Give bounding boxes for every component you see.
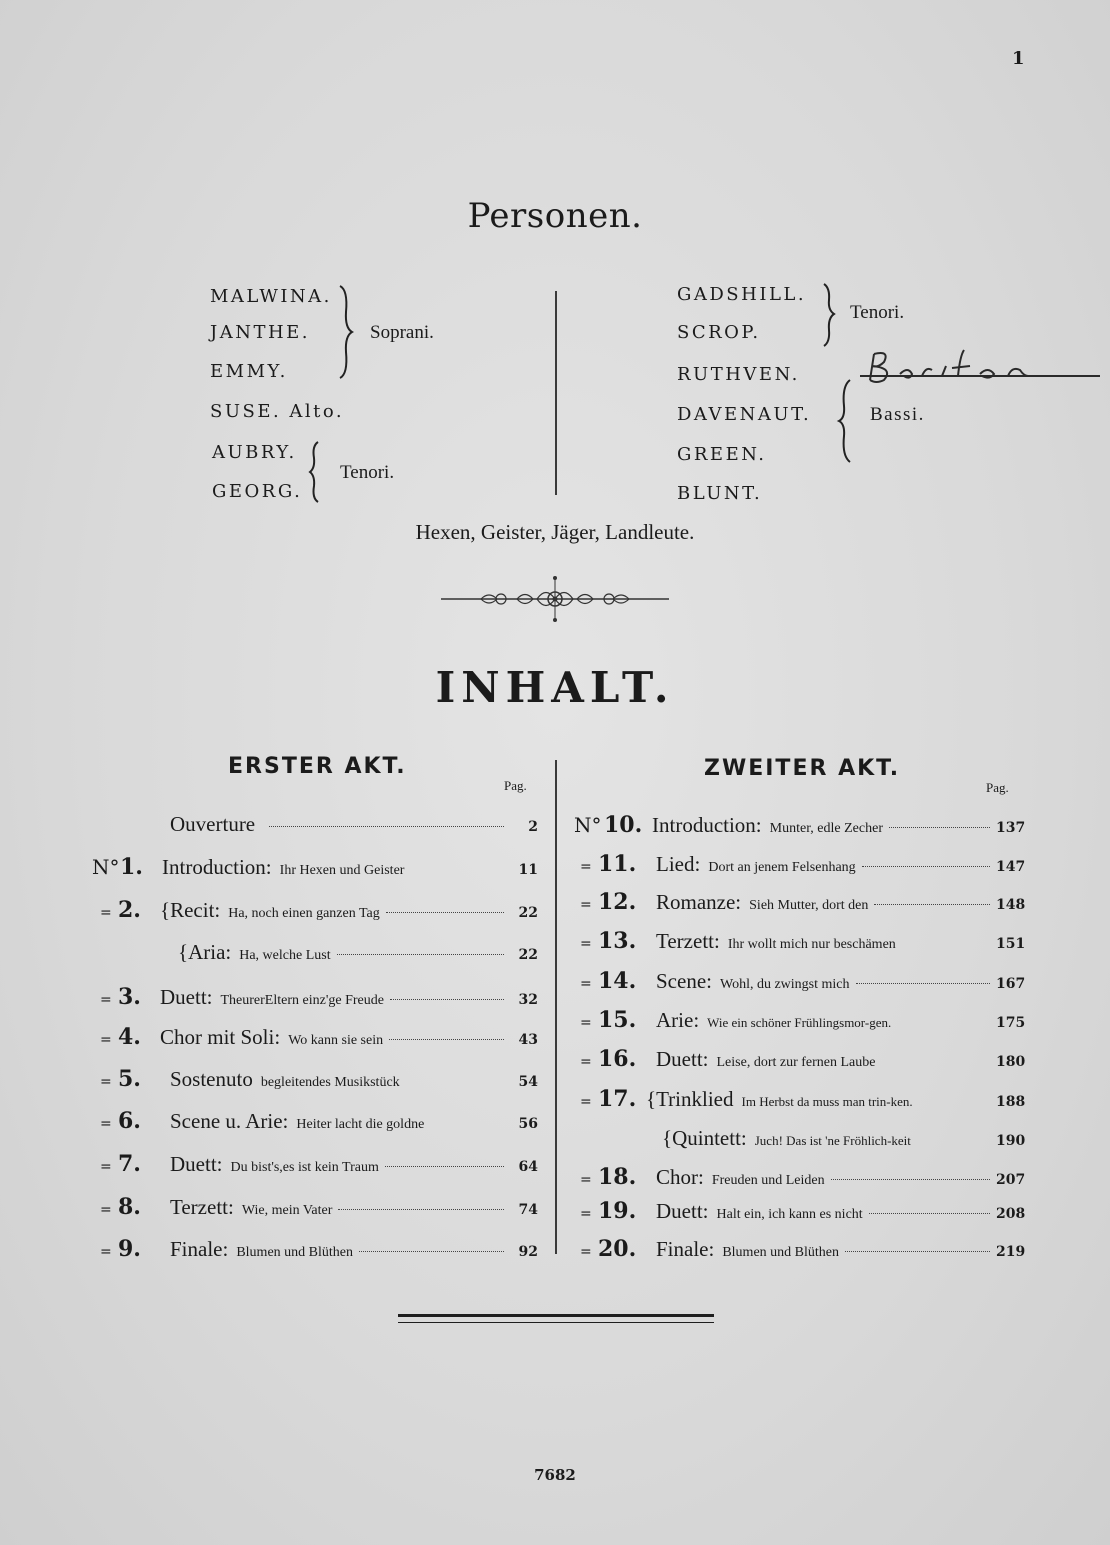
entry-title: {Trinklied — [646, 1087, 734, 1111]
role-scrop: SCROP. — [677, 322, 761, 343]
entry-desc: Ha, noch einen ganzen Tag — [228, 906, 380, 921]
entry-title: Introduction: — [162, 855, 272, 879]
entry-prefix: = — [580, 1015, 592, 1031]
chorus-line: Hexen, Geister, Jäger, Landleute. — [415, 520, 695, 544]
brace-tenori-left — [306, 440, 326, 504]
entry-number: 10. — [604, 812, 643, 838]
entry-prefix: = — [100, 905, 112, 921]
entry-number: 5. — [118, 1066, 141, 1092]
entry-prefix: N° — [574, 813, 602, 837]
leader-dots — [919, 1101, 990, 1102]
entry-prefix: N° — [92, 855, 120, 879]
entry-prefix: = — [580, 1206, 592, 1222]
leader-dots — [897, 1022, 990, 1023]
entry-desc: Wie ein schöner Frühlingsmor-gen. — [707, 1015, 892, 1030]
role-suse: SUSE. Alto. — [210, 401, 345, 422]
entry-prefix: = — [580, 1172, 592, 1188]
entry-desc: Ihr Hexen und Geister — [279, 863, 405, 878]
entry-number: 16. — [598, 1046, 637, 1072]
entry-title: Duett: — [160, 985, 213, 1009]
entry-page: 151 — [996, 936, 1026, 952]
entry-page: 56 — [518, 1116, 538, 1132]
toc-entry[interactable] — [100, 984, 538, 1010]
entry-page: 188 — [996, 1094, 1026, 1110]
entry-title: {Quintett: — [662, 1126, 747, 1150]
leader-dots — [338, 1209, 504, 1210]
leader-dots — [410, 869, 504, 870]
entry-number: 1. — [120, 854, 143, 880]
leader-dots — [874, 904, 990, 905]
entry-number: 4. — [118, 1024, 141, 1050]
entry-title: Introduction: — [652, 813, 762, 837]
entry-number: 8. — [118, 1194, 141, 1220]
entry-page: 32 — [518, 992, 538, 1008]
entry-title: Duett: — [656, 1047, 709, 1071]
entry-prefix: = — [100, 1032, 112, 1048]
toc-entry[interactable] — [580, 1198, 1024, 1224]
entry-desc: Wohl, du zwingst mich — [719, 977, 850, 992]
toc-entry[interactable] — [100, 897, 538, 923]
entry-desc: Heiter lacht die goldne — [296, 1117, 425, 1132]
toc-entry[interactable] — [574, 812, 1024, 838]
entry-page: 92 — [518, 1244, 538, 1260]
entry-prefix: = — [100, 1202, 112, 1218]
entry-desc: Du bist's,es ist kein Traum — [230, 1160, 379, 1175]
leader-dots — [386, 912, 504, 913]
role-green: GREEN. — [677, 444, 767, 465]
brace-soprani — [336, 282, 356, 382]
entry-desc: begleitendes Musikstück — [260, 1075, 400, 1090]
personen-heading: Personen. — [467, 196, 643, 236]
entry-desc: Ha, welche Lust — [239, 948, 331, 963]
entry-desc: Munter, edle Zecher — [769, 821, 883, 836]
leader-dots — [430, 1123, 504, 1124]
toc-entry[interactable] — [580, 889, 1024, 915]
entry-page: 74 — [518, 1202, 538, 1218]
toc-entry[interactable] — [580, 1046, 1024, 1072]
entry-title: Romanze: — [656, 890, 742, 914]
entry-number: 6. — [118, 1108, 141, 1134]
page-number: 1 — [1012, 48, 1025, 69]
entry-page: 64 — [518, 1159, 538, 1175]
toc-entry[interactable] — [580, 1236, 1024, 1262]
voice-bassi: Bassi. — [870, 404, 925, 425]
entry-page: 11 — [518, 862, 538, 878]
act1-heading: ERSTER AKT. — [228, 754, 407, 779]
entry-prefix: = — [580, 1094, 592, 1110]
entry-title: Duett: — [170, 1152, 223, 1176]
voice-soprani: Soprani. — [370, 322, 434, 343]
voice-tenori-right: Tenori. — [850, 302, 905, 323]
entry-page: 207 — [996, 1172, 1026, 1188]
entry-title: Duett: — [656, 1199, 709, 1223]
role-davenaut: DAVENAUT. — [677, 404, 812, 425]
entry-number: 11. — [598, 851, 637, 877]
leader-dots — [881, 1061, 990, 1062]
leader-dots — [902, 943, 990, 944]
entry-prefix: = — [100, 1159, 112, 1175]
toc-entry[interactable] — [98, 812, 538, 838]
entry-desc: Halt ein, ich kann es nicht — [716, 1207, 863, 1222]
leader-dots — [845, 1251, 990, 1252]
toc-entry[interactable] — [580, 851, 1024, 877]
entry-page: 147 — [996, 859, 1026, 875]
entry-number: 3. — [118, 984, 141, 1010]
entry-title: Lied: — [656, 852, 701, 876]
plate-number: 7682 — [534, 1466, 576, 1484]
entry-desc: Dort an jenem Felsenhang — [708, 860, 856, 875]
entry-prefix: = — [100, 992, 112, 1008]
entry-number: 18. — [598, 1164, 637, 1190]
double-rule-bottom — [398, 1322, 714, 1323]
entry-title: Scene: — [656, 969, 712, 993]
entry-desc: Leise, dort zur fernen Laube — [716, 1055, 876, 1070]
entry-desc: Ihr wollt mich nur beschämen — [727, 937, 896, 952]
entry-desc: Blumen und Blüthen — [722, 1245, 839, 1260]
toc-entry[interactable] — [100, 1236, 538, 1262]
act2-pag-label: Pag. — [986, 780, 1009, 795]
entry-number: 9. — [118, 1236, 141, 1262]
leader-dots — [856, 983, 990, 984]
entry-page: 148 — [996, 897, 1026, 913]
leader-dots — [831, 1179, 990, 1180]
entry-number: 15. — [598, 1007, 637, 1033]
leader-dots — [889, 827, 990, 828]
role-aubry: AUBRY. — [212, 442, 297, 463]
entry-title: Finale: — [656, 1237, 715, 1261]
leader-dots — [389, 1039, 504, 1040]
leader-dots — [862, 866, 990, 867]
leader-dots — [337, 954, 504, 955]
role-janthe: JANTHE. — [210, 322, 311, 343]
entry-page: 22 — [518, 947, 538, 963]
toc-entry[interactable] — [580, 1086, 1024, 1112]
toc-entry[interactable] — [100, 940, 538, 966]
act2-heading: ZWEITER AKT. — [704, 756, 901, 781]
entry-page: 190 — [996, 1133, 1026, 1149]
entry-prefix: = — [580, 1054, 592, 1070]
entry-title: Terzett: — [656, 929, 720, 953]
handwritten-bariton-note — [860, 346, 1100, 396]
leader-dots — [385, 1166, 504, 1167]
entry-prefix: = — [580, 976, 592, 992]
leader-dots — [917, 1140, 990, 1141]
entry-desc: TheurerEltern einz'ge Freude — [220, 993, 384, 1008]
entry-desc: Juch! Das ist 'ne Fröhlich-keit — [754, 1133, 911, 1148]
toc-entry[interactable] — [100, 1024, 538, 1050]
entry-number: 7. — [118, 1151, 141, 1177]
entry-number: 20. — [598, 1236, 637, 1262]
entry-title: Arie: — [656, 1008, 700, 1032]
leader-dots — [269, 826, 504, 827]
entry-prefix: = — [100, 1074, 112, 1090]
entry-title: {Aria: — [178, 940, 232, 964]
brace-bassi — [836, 378, 856, 464]
entry-page: 219 — [996, 1244, 1026, 1260]
role-ruthven: RUTHVEN. — [677, 364, 800, 385]
entry-prefix: = — [580, 897, 592, 913]
entry-desc: Freuden und Leiden — [711, 1173, 825, 1188]
toc-entry[interactable] — [580, 1007, 1024, 1033]
role-gadshill: GADSHILL. — [677, 284, 807, 305]
entry-title: Finale: — [170, 1237, 229, 1261]
ornament-divider — [441, 574, 669, 624]
voice-tenori-left: Tenori. — [340, 462, 395, 483]
toc-entry[interactable] — [580, 968, 1024, 994]
entry-title: Terzett: — [170, 1195, 234, 1219]
entry-title: Sostenuto — [170, 1067, 253, 1091]
entry-desc: Wie, mein Vater — [241, 1203, 333, 1218]
toc-entry[interactable] — [100, 1194, 538, 1220]
entry-desc: Wo kann sie sein — [288, 1033, 384, 1048]
leader-dots — [406, 1081, 504, 1082]
entry-page: 43 — [518, 1032, 538, 1048]
leader-dots — [359, 1251, 504, 1252]
role-emmy: EMMY. — [210, 361, 288, 382]
entry-page: 167 — [996, 976, 1026, 992]
entry-desc: Im Herbst da muss man trin-ken. — [741, 1094, 913, 1109]
entry-page: 22 — [518, 905, 538, 921]
toc-entry[interactable] — [100, 1151, 538, 1177]
entry-number: 12. — [598, 889, 637, 915]
leader-dots — [869, 1213, 990, 1214]
contents-divider — [555, 760, 557, 1254]
entry-title: {Recit: — [160, 898, 221, 922]
entry-desc: Sieh Mutter, dort den — [749, 898, 869, 913]
entry-desc: Blumen und Blüthen — [236, 1245, 353, 1260]
leader-dots — [390, 999, 504, 1000]
toc-entry[interactable] — [100, 1066, 538, 1092]
entry-page: 54 — [518, 1074, 538, 1090]
entry-prefix: = — [100, 1116, 112, 1132]
inhalt-heading: INHALT. — [435, 663, 675, 712]
entry-title: Chor: — [656, 1165, 704, 1189]
entry-number: 13. — [598, 928, 637, 954]
entry-number: 19. — [598, 1198, 637, 1224]
double-rule-top — [398, 1314, 714, 1317]
entry-prefix: = — [580, 936, 592, 952]
act1-pag-label: Pag. — [504, 778, 527, 793]
entry-title: Ouverture — [170, 812, 256, 836]
entry-page: 2 — [528, 819, 538, 835]
entry-prefix: = — [580, 859, 592, 875]
cast-divider — [555, 291, 557, 495]
role-malwina: MALWINA. — [210, 286, 332, 307]
entry-page: 180 — [996, 1054, 1026, 1070]
brace-tenori-right — [820, 280, 840, 350]
entry-page: 175 — [996, 1015, 1026, 1031]
role-georg: GEORG. — [212, 481, 303, 502]
entry-title: Scene u. Arie: — [170, 1109, 289, 1133]
toc-entry[interactable] — [580, 928, 1024, 954]
role-blunt: BLUNT. — [677, 483, 763, 504]
entry-number: 14. — [598, 968, 637, 994]
toc-entry[interactable] — [580, 1126, 1024, 1152]
entry-title: Chor mit Soli: — [160, 1025, 281, 1049]
toc-entry[interactable] — [92, 854, 538, 880]
entry-prefix: = — [100, 1244, 112, 1260]
toc-entry[interactable] — [580, 1164, 1024, 1190]
entry-prefix: = — [580, 1244, 592, 1260]
entry-number: 17. — [598, 1086, 637, 1112]
entry-page: 208 — [996, 1206, 1026, 1222]
toc-entry[interactable] — [100, 1108, 538, 1134]
entry-number: 2. — [118, 897, 141, 923]
entry-page: 137 — [996, 820, 1026, 836]
